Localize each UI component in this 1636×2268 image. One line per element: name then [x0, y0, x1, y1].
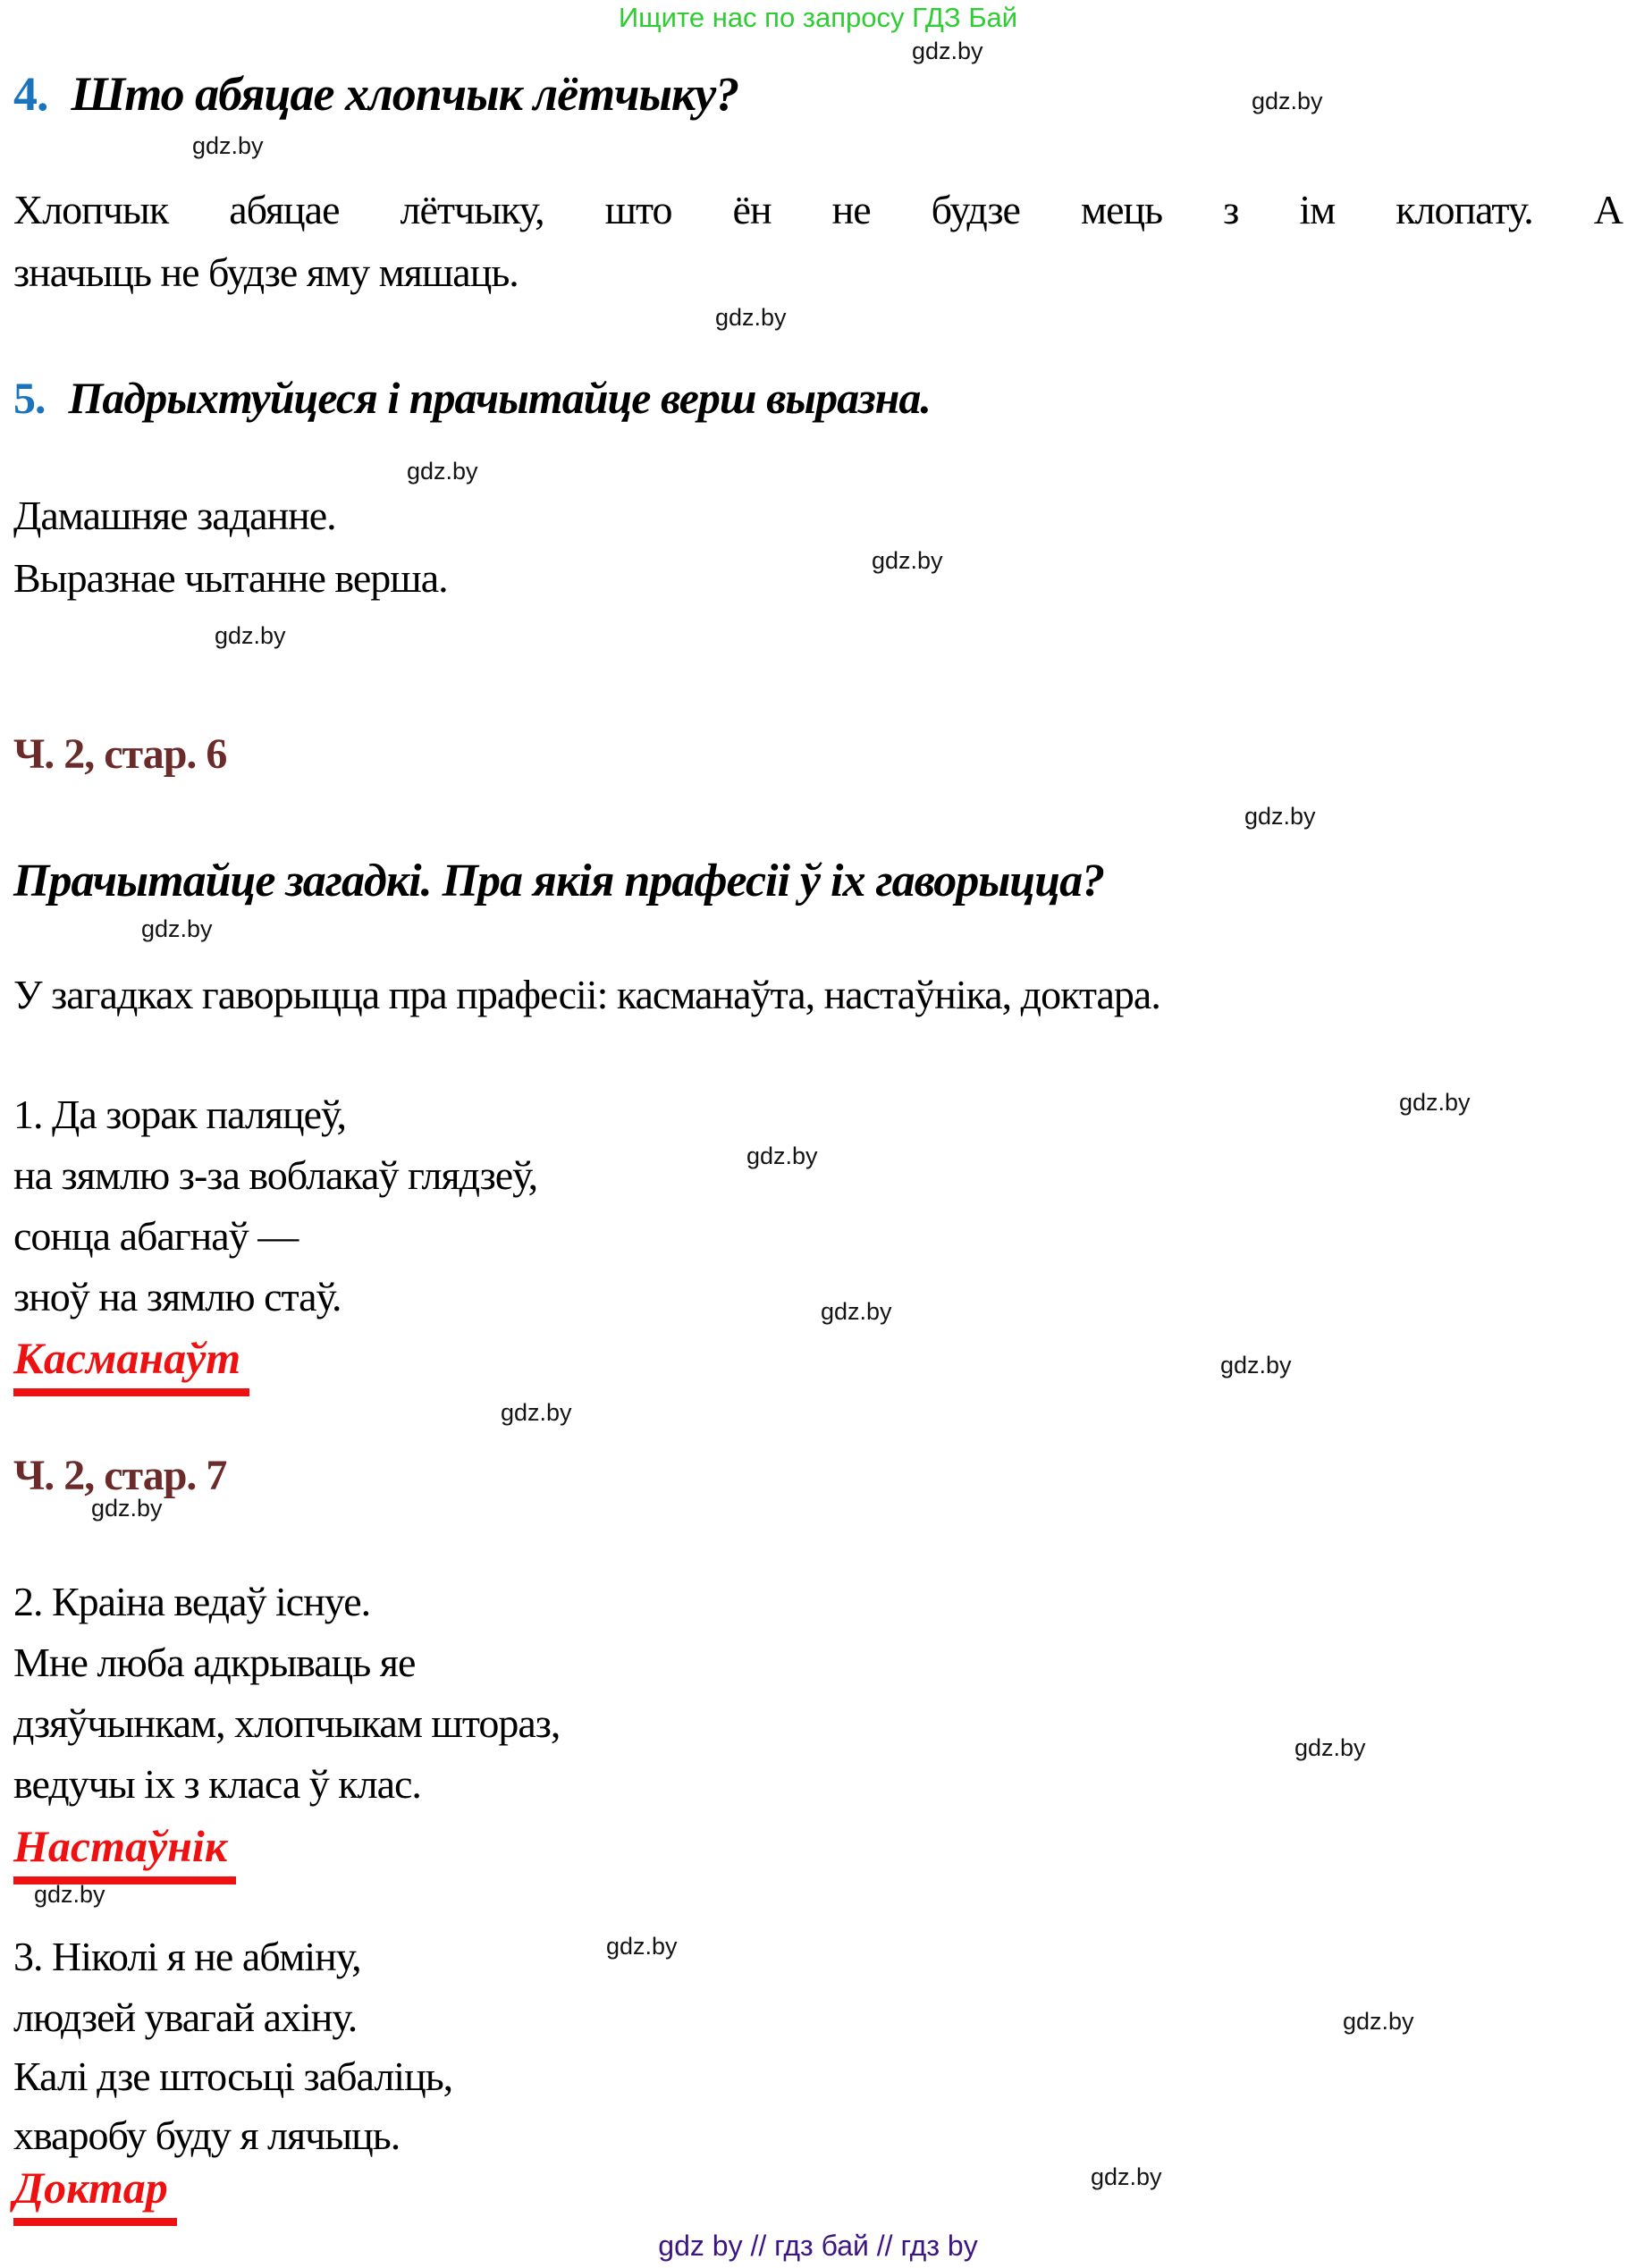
- riddle2-line: ведучы іх з класа ў клас.: [13, 1761, 421, 1807]
- gdz-watermark: gdz.by: [215, 622, 286, 649]
- riddle3-line: людзей увагай ахіну.: [13, 1994, 358, 2040]
- gdz-watermark: gdz.by: [1399, 1089, 1471, 1116]
- task4-answer-line1: Хлопчык абяцае лётчыку, што ён не будзе мець з ім клопату. А: [13, 187, 1623, 232]
- riddle1-line: 1. Да зорак паляцеў,: [13, 1092, 346, 1137]
- footer-site-links: gdz by // гдз бай // гдз by: [658, 2230, 978, 2262]
- riddles-answer-summary: У загадках гаворыцца пра прафесіі: касманаўта, настаўніка, доктара.: [13, 972, 1160, 1017]
- riddle1-answer: Касманаўт: [13, 1332, 249, 1396]
- riddle1-line: зноў на зямлю стаў.: [13, 1274, 342, 1319]
- task4-number: 4.: [13, 67, 48, 121]
- gdz-watermark: gdz.by: [1252, 88, 1323, 114]
- riddles-section-title: Прачытайце загадкі. Пра якія прафесіі ў іх гаворыцца?: [13, 856, 1105, 906]
- gdz-watermark: gdz.by: [746, 1142, 818, 1169]
- promo-banner: Ищите нас по запросу ГДЗ Бай: [618, 2, 1018, 33]
- gdz-watermark: gdz.by: [715, 304, 787, 331]
- gdz-watermark: gdz.by: [141, 915, 213, 942]
- gdz-watermark: gdz.by: [91, 1495, 163, 1522]
- task5-number: 5.: [13, 373, 46, 423]
- riddle1-line: на зямлю з-за воблакаў глядзеў,: [13, 1152, 538, 1198]
- riddle3-answer: Доктар: [13, 2162, 177, 2226]
- task4-answer-line2: значыць не будзе яму мяшаць.: [13, 249, 519, 295]
- gdz-watermark: gdz.by: [606, 1933, 678, 1960]
- gdz-watermark: gdz.by: [407, 458, 478, 485]
- gdz-watermark: gdz.by: [192, 132, 264, 159]
- riddle2-answer: Настаўнік: [13, 1820, 236, 1884]
- task5-answer-line1: Дамашняе заданне.: [13, 493, 336, 538]
- gdz-watermark: gdz.by: [1220, 1352, 1292, 1379]
- gdz-watermark: gdz.by: [1244, 803, 1316, 830]
- riddle1-line: сонца абагнаў —: [13, 1213, 299, 1259]
- riddle2-line: 2. Краіна ведаў існуе.: [13, 1579, 371, 1624]
- gdz-watermark: gdz.by: [1294, 1734, 1366, 1761]
- gdz-watermark: gdz.by: [912, 38, 983, 64]
- gdz-watermark: gdz.by: [1343, 2008, 1414, 2035]
- part2-page6-label: Ч. 2, стар. 6: [13, 730, 227, 778]
- gdz-watermark: gdz.by: [1091, 2163, 1162, 2190]
- gdz-watermark: gdz.by: [501, 1399, 572, 1426]
- task4-title: Што абяцае хлопчык лётчыку?: [71, 67, 739, 121]
- task5-answer-line2: Выразнае чытанне верша.: [13, 555, 448, 601]
- gdz-watermark: gdz.by: [821, 1298, 892, 1325]
- riddle2-line: Мне люба адкрываць яе: [13, 1640, 416, 1685]
- gdz-watermark: gdz.by: [34, 1881, 105, 1908]
- riddle3-line: 3. Ніколі я не абміну,: [13, 1934, 361, 1979]
- riddle3-line: Калі дзе штосьці забаліць,: [13, 2053, 453, 2099]
- riddle3-line: хваробу буду я лячыць.: [13, 2112, 401, 2158]
- task5-title: Падрыхтуйцеся і прачытайце верш выразна.: [68, 373, 931, 423]
- riddle2-line: дзяўчынкам, хлопчыкам штораз,: [13, 1700, 561, 1746]
- task5-heading: [13, 372, 931, 424]
- task4-heading: [13, 66, 738, 122]
- part2-page7-label: Ч. 2, стар. 7: [13, 1452, 227, 1499]
- gdz-watermark: gdz.by: [872, 547, 943, 574]
